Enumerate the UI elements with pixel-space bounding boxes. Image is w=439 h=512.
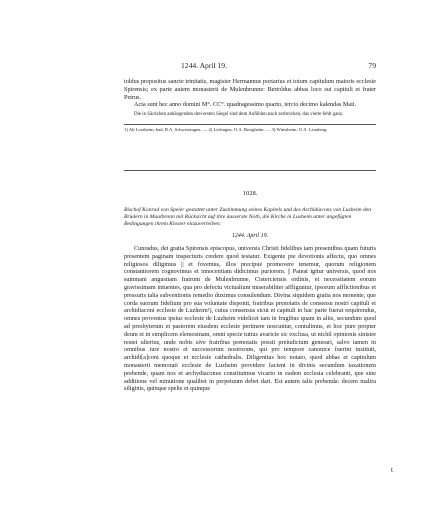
running-header [124,60,376,72]
regest-text: Bischof Konrad von Speier gestattet unter Zustimmung seines Kapitels und des Archidiacons von Lusheim den Brüdern in Maulbronn mit Rücksicht auf ihre äusserste Noth, die Kirche in Lusheim unter angefügten Bedingungen ihrem Kloster einzuverleiben. [124,206,372,227]
header-date: 1244. April 19. [181,61,227,70]
footnote-text: 1) Alt Lossheim, bad. B.A. Schwetzingen. — 2) Lörlingen, O.A. Besigheim. — 3) Wimsheim, O.A. Leonberg. [124,127,328,132]
footnote-rule [124,124,376,125]
section-rule [124,170,376,171]
witness-paragraph: toldus prepositus sancte trinitatis, magister Hermannus portarius et totum capitulum maioris ecclesie Spirensis; ex parte autem monasterii de Mulenbrunne: Bertoldus abbas loco sui capituli et frater Petrus. [124,78,376,101]
page-number: 79 [368,61,376,70]
charter-body [124,245,376,393]
dating-paragraph: Acta sunt hec anno domini M°. CC°. quadragessimo quarto, tercio decimo kalendas Maii. [134,101,357,109]
seal-note: Die in Säckchen anhängenden drei ersten Siegel sind dem Aufühlen nach zerbrochen, das vierte fehlt ganz. [134,112,344,118]
document-date: 1244. April 19. [231,233,269,240]
document-number: 1028. [242,190,258,197]
top-section [124,78,376,118]
footnotes [124,127,376,134]
regest-section [124,201,376,239]
charter-text: Cunradus, dei gratia Spirensis episcopus, universis Christi fidelibus tam presentibus quam futuris presentem paginam inspecturis credere quod testatur. Exigente pie devotionis affectu, quo omnes religiosos diligimus || et fovemus, illos precipue promovere tenemur, quorum religionem constantiorem cognovimus et innocentiam didicimus puriorem. || Pateat igitur universis, quod nos summam angustiam fratrum de Mulenbrunne, Cisterciensis ordinis, et necessitatem eorum gravissimam intuentes, qua pro defectu victualium miserabiliter affliguntur, ipsorum afflictionibus et pressuris talia subventionis remedio duximus consulendum. Divina siquidem gratia nos monente, que corda suorum fidelium pro sua voluntate disponit, fratribus prenotatis de consensu nostri capituli et archidiaconi ecclesie de Luzheim¹), cuius consensus sicut et capituli in hac parte fuerat requirendus, omnes proventus ipsius ecclesie de Luzheim videlicet tam in frugibus quam in aliis, secundum quod ad presbyterum et pastorem eiusdem ecclesie pertinere noscuntur, contulimus, et hoc pure propter deum et in simplicem elemosinam, omni specie tutius avaricie sic exclusa, ut nichil opinionis sinistre restet ulterius, unde nobis sive fratribus prenotatis possit preiudicium generari, salvo tamen in omnibus iure nostro et successorum nostrorum, qui pro tempore canonice fuerint instituti, archidi[a]coni quoque et ecclesie cathedralis. Diligentius hoc notato, quod abbas et capitulum monasterii memorati ecclesie de Luzheim providere facient in divinis secundum taxationem prebende, quam nos et archydiaconus constituimus vicario in eadem ecclesia celebranti, que sine additione vel minutione qualibet in perpetuum debet dari. Est autem talis prebenda: decem maltra siliginis, quinque spelte et quinque [124,245,376,393]
margin-mark: t [391,466,393,474]
